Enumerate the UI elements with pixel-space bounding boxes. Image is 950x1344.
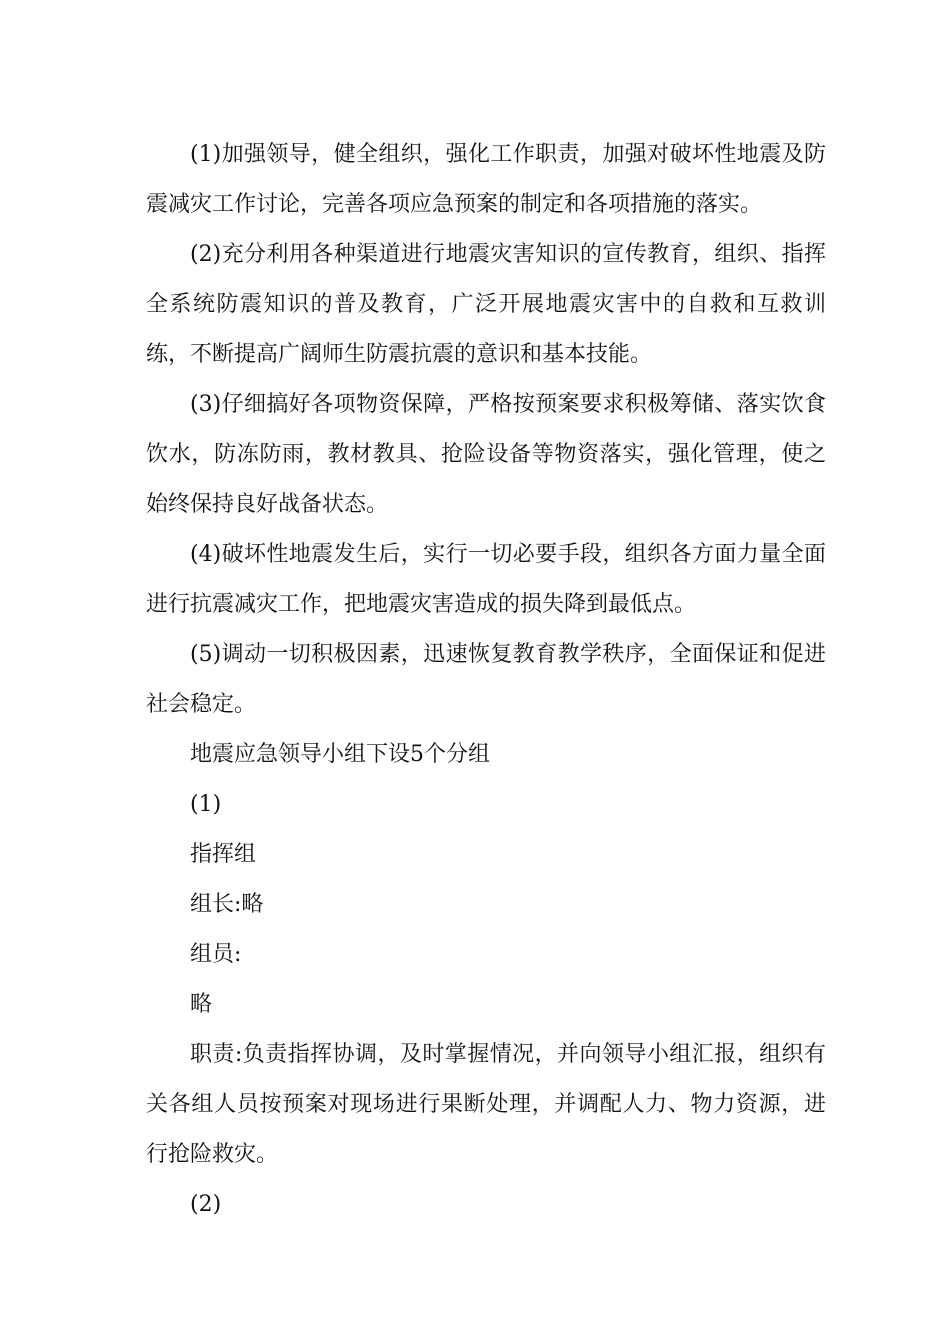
paragraph-measure-5: (5)调动一切积极因素，迅速恢复教育教学秩序，全面保证和促进社会稳定。: [146, 642, 826, 717]
paragraph-measure-4: (4)破坏性地震发生后，实行一切必要手段，组织各方面力量全面进行抗震减灾工作，把地震灾害造成的损失降到最低点。: [146, 542, 826, 617]
subgroups-heading: 地震应急领导小组下设5个分组: [190, 742, 490, 767]
paragraph-measure-1: (1)加强领导，健全组织，强化工作职责，加强对破坏性地震及防震减灾工作讨论，完善各项应急预案的制定和各项措施的落实。: [146, 142, 826, 217]
document-body: [146, 130, 826, 1230]
group-number-2: (2): [190, 1192, 222, 1217]
paragraph-measure-2: (2)充分利用各种渠道进行地震灾害知识的宣传教育，组织、指挥全系统防震知识的普及教育，广泛开展地震灾害中的自救和互救训练，不断提高广阔师生防震抗震的意识和基本技能。: [146, 242, 826, 367]
group-members-value: 略: [190, 992, 213, 1017]
group-title-command: 指挥组: [190, 842, 257, 867]
group-duties: 职责:负责指挥协调，及时掌握情况，并向领导小组汇报，组织有关各组人员按预案对现场进行果断处理，并调配人力、物力资源，进行抢险救灾。: [146, 1042, 826, 1167]
group-members-label: 组员:: [190, 942, 242, 967]
paragraph-measure-3: (3)仔细搞好各项物资保障，严格按预案要求积极筹储、落实饮食饮水，防冻防雨，教材教具、抢险设备等物资落实，强化管理，使之始终保持良好战备状态。: [146, 392, 826, 517]
group-leader: 组长:略: [190, 892, 264, 917]
group-number-1: (1): [190, 792, 222, 817]
